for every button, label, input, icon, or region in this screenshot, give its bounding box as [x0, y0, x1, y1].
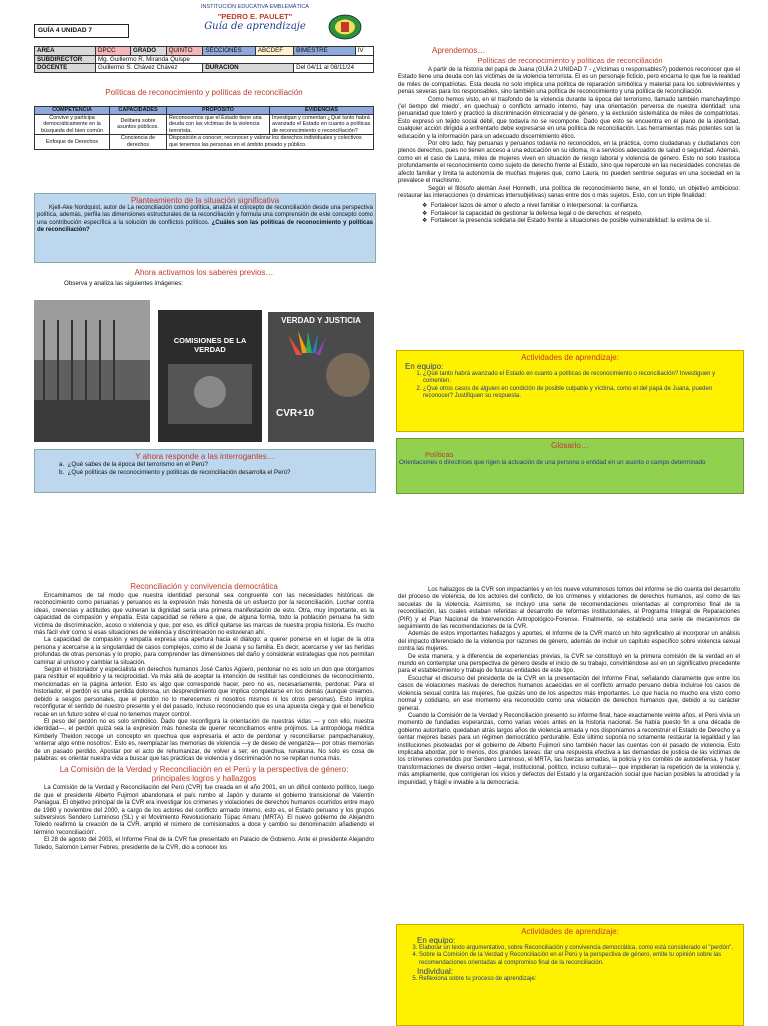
paragraph: La Comisión de la Verdad y Reconciliación del Perú (CVR) fue creada en el año 2001, en un difícil contexto político, luego de que el presidente Alberto Fujimori abandonara el país rumbo al Japón y durante el gobierno transicional de Valentín Paniagua. El objetivo principal de la CVR era investigar los crímenes y violaciones de derechos humanos ocurridos entre mayo de 1980 y noviembre del 2000, a cargo de los actores del conflicto armado interno, esto es, el Estado peruano y los grupos subversivos Sendero Luminoso (SL) y el Movimiento Revolucionario Túpac Amaru (MRTA). El nuevo gobierno de Alejandro Toledo reafirmó la creación de la CVR, amplió el número de comisionados a doce y cambió su denominación añadiendo el término 'reconciliación'. [34, 785, 374, 836]
school-name: "PEDRO E. PAULET" [217, 11, 293, 21]
col-header: EVIDENCIAS [270, 107, 374, 115]
planteamiento-text [37, 205, 373, 235]
activities-group-label: En equipo: [405, 362, 444, 371]
reconciliacion-body [34, 593, 374, 852]
area-value: DPCC [96, 47, 131, 56]
responde-item-a-text: ¿Qué sabes de la época del terrorismo en el Perú? [67, 461, 208, 468]
guide-title: Guía de aprendizaje [204, 20, 306, 32]
cvr-findings-body [398, 587, 740, 787]
saberes-text: Observa y analiza las siguientes imágenes: [64, 280, 184, 287]
activity-item: 3. Elaborar un texto argumentativo, sobre Reconciliación y convivencia democrática, como está considerado el "perdón". [419, 945, 741, 952]
col-header: CAPACIDADES [110, 107, 167, 115]
paragraph: El peso del perdón no es solo simbólico. Dado que reconfigura la orientación de nuestras vidas — y con ello, nuestra identidad—, el perdón quizá sea la expresión más honesta de querer reconciliarnos entre prójimos. La antropóloga médica Kimberly Theidon recoge un concepto en quechua que expresaría el acto de perdonar y reconciliarse: pampachanakuy, 'enterrar algo entre nosotros'. Esto es, reemplazar las memorias de violencia —y de deseo de venganza— por otras memorias de un pasado perdido. Apostar por el acto de rehumanizar, de volver a ser; en quechua, runakuna. No solo es cosa de palabras: es orientar nuestra vida a buscar que las prácticas de violencia y discriminación no se repitan nunca más. [34, 718, 374, 762]
guide-info-table [34, 46, 374, 73]
activity-item: 2. ¿Qué otros casos de alguien en condición de posible culpable y víctima, como el del papá de Juana, pueden reconocer? Justifiquen su respuesta. [423, 386, 741, 401]
paragraph: Según el historiador y especialista en derechos humanos José Carlos Agüero, perdonar no es solo un don que otorgamos para restituir el equilibrio y la reciprocidad. Va más allá de aceptar la intención de restituir las condiciones de reconocimiento, mencionadas en la página anterior. Esto es algo que corresponde hacer, pero no es, necesariamente, perdonar. Para el historiador, el perdón es una perdida dolorosa, un desprendimiento que implica completarse en los demás (aunque creamos, debido a sesgos personales, que el perdón no lo merecemos ni nosotros mismos ni los otros personas). Esto implica reconfigurar el sentido de nuestro presente y el del pasado, incluso reconociendo que es una apuesta ciega y que el beneficio recae en un futuro sobre el cual no tenemos mayor control. [34, 667, 374, 718]
glosario-box [396, 438, 744, 494]
individual-list [399, 976, 741, 983]
paragraph: Encaminamos de tal modo que nuestra identidad personal sea congruente con las necesidades históricas de reconocimiento como peruanas y peruanos es la expresión más honesta de un esfuerzo por la reconciliación. Luchar contra ideas, creencias y actitudes que vulneran la dignidad sería una primera manifestación de esto. Otra, muy importante, es la capacidad de compasión y empatía. Esta capacidad se refiere a que, de alguna forma, todo la población peruana ha sido víctima de discriminación, acoso o violencia y que, por eso, es difícil quitarse las marcas de nuestra propia historia. Es mucho más fácil vivir como si esas situaciones de violencia y discriminación no estuvieran ahí. [34, 593, 374, 637]
cvr-title: La Comisión de la Verdad y Reconciliación en el Perú y la perspectiva de género: principales logros y hallazgos [59, 765, 349, 784]
section-title: Políticas de reconocimiento y políticas de reconciliación [105, 88, 303, 97]
planteamiento-question: ¿Cuáles son las políticas de reconocimiento y políticas de reconciliación? [37, 219, 373, 234]
responde-item-a: a. ¿Qué sabes de la época del terrorismo en el Perú? [59, 461, 208, 468]
duracion-label: DURACION [203, 64, 294, 73]
planteamiento-body: Kjell-Ake Nordquist, autor de La reconciliación como política, analiza el concepto de reconciliación desde una perspectiva política, además, perfila las dimensiones estructurales de la reconciliación y formula una comprensión de este concepto como una contribución específica a la solución de conflictos políticos. [37, 205, 373, 226]
aprendemos-body [398, 67, 740, 226]
col-header: PROPÓSITO [167, 107, 270, 115]
activity-item: 1. ¿Qué tanto habrá avanzado el Estado en cuanto a políticas de reconocimiento o reconciliación? Investiguen y comenten. [423, 371, 741, 386]
activities-title: Actividades de aprendizaje: [521, 353, 619, 362]
paragraph: Escuchar el discurso del presidente de la CVR en la presentación del Informe Final, señalando claramente que entre los casos de violaciones masivas de derechos humanos acaecidas en el conflicto armado peruano debía incluirse los casos de violencia sexual contra las mujeres, fue quizás uno de los aspectos más importantes. Lo que hacía no mucho era visto como normal y cotidiano, en ese momento era reconocido como una violación de derechos humanos que, debido a su carácter general. [398, 675, 740, 712]
table-cell: Delibera sobre asuntos públicos. [110, 114, 167, 135]
activities-list [399, 945, 741, 967]
paragraph: El 28 de agosto del 2003, el Informe Final de la CVR fue presentado en Palacio de Gobierno. Ante el presidente Alejandro Toledo, Salomón Lerner Febres, presidente de la CVR, dio a conocer los [34, 837, 374, 851]
school-logo [327, 14, 363, 40]
list-item: ❖ Fortalecer la capacidad de gestionar la defensa legal o de derechos: el respeto. [422, 210, 643, 217]
aprendemos-subtitle: Políticas de reconocimiento y políticas de reconciliación [477, 56, 663, 65]
finality-list [398, 203, 740, 225]
paragraph: Además de estos importantes hallazgos y aportes, el Informe de la CVR marcó un hito significativo al incorporar un análisis del impacto diferenciado de la violencia por razones de género, además de incluir un capítulo específico sobre violencia sexual contra las mujeres. [398, 631, 740, 653]
list-item-text: Fortalecer la capacidad de gestionar la defensa legal o de derechos: el respeto. [430, 210, 643, 217]
photo-verdad-justicia [268, 312, 374, 442]
paragraph: De esta manera, y a diferencia de experiencias previas, la CVR se constituyó en la primera comisión de la verdad en el mundo en contemplar una perspectiva de género desde el inicio de su trabajo, convirtiéndose así en un significativo precedente para el establecimiento y trabajo de futuras entidades de este tipo. [398, 653, 740, 675]
activities-list [399, 371, 741, 401]
paragraph: Por otro lado, hay peruanas y peruanos todavía no reconocidos, en la práctica, como ciudadanas y ciudadanos con plenos derechos, pues no tienen acceso a una educación en su idioma, ni a servicios adecuados de salud o seguridad. Además, como en el caso de Laura, miles de mujeres viven en situación de riesgo laboral y violencia de género. Esto no solo trastoca profundamente el reconocimiento como sujeto de derecho frente al Estado, sino que repercute en las necesidades concretas de afecto familiar y limita la autonomía de muchas mujeres que, como Laura, no pueden sentirse seguras en una sociedad en la prevalece el machismo. [398, 141, 740, 185]
grado-value: QUINTO [166, 47, 203, 56]
grado-label: GRADO [131, 47, 167, 56]
paragraph: Como hemos visto, en el trasfondo de la violencia durante la época del terrorismo, llamado también manchaytimpo ('el tiempo del miedo', en quechua) o conflicto armado interno, hay una orientación perversa de nuestra identidad: una peruanidad que toleró y practicó la discriminación étnicoracial y de género, y la exclusión sistemática de miles de compatriotas. Esto expresó un tejido social débil, que todavía no se recompone. Dado que esto se encuentra en el plano de la identidad, cualquier acción dirigida a enfrentarlo debe expresarse en una política de reconciliación. Las herramientas más potentes son la educación y la información para un adecuado discernimiento ético. [398, 96, 740, 140]
paragraph: Cuando la Comisión de la Verdad y Reconciliación presentó su informe final, hace exactamente veinte años, el Perú vivía un momento de fundadas esperanzas, como varias veces antes en la historia nacional. Se había puesto fin a una década de gobierno autoritario, quedaban atrás largos años de violencia armada y nos disponíamos a reconstruir el Estado de Derecho y a sentar mejores bases para un régimen democrático perdurable. Este último suponía no solamente restaurar la legalidad y las instituciones pisoteadas por el gobierno de Alberto Fujimori sino también hacer las cuentas con el pasado de violencia. Esto implicaba abordar, por lo menos, dos grandes tareas: dar una respuesta efectiva a las demandas de justicia de las víctimas de los crímenes cometidos por Sendero Luminoso, el MRTA, las fuerzas armadas, la policía y los comités de autodefensa, y hacer transformaciones de diverso orden –legal, institucional, político, incluso cultural— que impidieran la repetición de la violencia y, más ampliamente, que corrigieran los vicios y defectos del Estado y la organización social que hacían posibles la atrocidad y la impunidad, y frágil e inviable a la democracia. [398, 712, 740, 786]
guide-label: GUÍA 4 UNIDAD 7 [34, 24, 129, 38]
table-cell: Disposición a conocer, reconocer y valorar los derechos individuales y colectivos que tenemos las personas en el ámbito privado y público. [167, 135, 374, 149]
photo-verdad-title: VERDAD Y JUSTICIA [281, 316, 361, 325]
paragraph: La capacidad de compasión y empatía expresa una apertura hacia el diálogo: a querer ponerse en el lugar de la otra persona y acercarse a la singularidad de casos complejos, como el de Juana y su familia. Es decir, acercarse y ver las heridas profundas de otras personas y lo propio, para comprender las dimensiones del daño y considerar estrategias que nos permitan caminar al unísono y cambiar la situación. [34, 637, 374, 666]
secciones-label: SECCIONES [203, 47, 256, 56]
docente-value: Guillermo S. Chávez Chávez [96, 64, 203, 73]
reconciliacion-title: Reconciliación y convivencia democrática [130, 582, 278, 591]
responde-box [34, 449, 376, 493]
table-cell: Enfoque de Derechos [35, 135, 110, 149]
col-header: COMPETENCIA [35, 107, 110, 115]
list-item: ❖ Fortalecer la presencia solidaria del Estado frente a situaciones de posible vulnerabilidad: la estima de sí. [422, 218, 711, 225]
table-cell: Convive y participa democráticamente en la búsqueda del bien común [35, 114, 110, 135]
table-cell: Conciencia de derechos [110, 135, 167, 149]
list-item: ❖ Fortalecer lazos de amor o afecto a nivel familiar o interpersonal: la confianza. [422, 203, 639, 210]
secciones-value: ABCDEF [255, 47, 293, 56]
activities-box-1 [396, 350, 744, 432]
area-label: AREA [35, 47, 96, 56]
responde-item-b-text: ¿Qué políticas de reconocimiento y políticas de reconciliación desarrolla el Perú? [67, 468, 291, 476]
activities-title: Actividades de aprendizaje: [521, 927, 619, 936]
activity-item: 4. Sobre la Comisión de la Verdad y Reconciliación en el Perú y la perspectiva de género, emite tu opinión sobre las recomendaciones orientadas al compromiso final de la reconciliación. [419, 952, 741, 967]
planteamiento-box [34, 193, 376, 263]
institution-name: INSTITUCIÓN EDUCATIVA EMBLEMÁTICA [201, 4, 309, 10]
photo-commissions-caption: COMISIONES DE LA VERDAD [173, 336, 247, 354]
subdirector-value: Mg. Guillermo R. Miranda Quispe [96, 55, 374, 64]
planteamiento-title: Planteamiento de la situación significativa [130, 196, 280, 205]
saberes-title: Ahora activamos los saberes previos… [134, 268, 274, 277]
table-cell: Reconocemos que el Estado tiene una deuda con las víctimas de la violencia terrorista. [167, 114, 270, 135]
docente-label: DOCENTE [35, 64, 96, 73]
photo-commissions [158, 310, 262, 442]
activity-item: 5. Reflexiona sobre tu proceso de aprendizaje: [419, 976, 741, 983]
list-item-text: Fortalecer lazos de amor o afecto a nivel familiar o interpersonal: la confianza. [430, 203, 639, 210]
photo-prison [34, 300, 150, 442]
activities-group-label: En equipo: [417, 936, 456, 945]
glosario-definition: Orientaciones o directrices que rigen la actuación de una persona o entidad en un asunto o campo determinado [399, 459, 706, 466]
list-item-text: Fortalecer la presencia solidaria del Estado frente a situaciones de posible vulnerabilidad: la estima de sí. [430, 218, 711, 225]
glosario-title: Glosario… [551, 441, 589, 450]
paragraph: Los hallazgos de la CVR son impactantes y en los nueve voluminosos tomos del informe se dio cuenta del desarrollo del proceso de violencia, de los actores del conflicto, de los crímenes y violaciones de derechos humanos, así como de las secuelas de la violencia. Asimismo, se incluyó una serie de recomendaciones orientadas al compromiso final de la reconciliación, las cuales estaban referidas al desarrollo de reformas institucionales, al Programa Integral de Reparaciones (PIR) y el Plan Nacional de Intervención Antropológico-Forense. Finalmente, se estableció una serie de mecanismos de seguimiento de las recomendaciones de la CVR. [398, 587, 740, 631]
responde-item-b: b. ¿Qué políticas de reconocimiento y políticas de reconciliación desarrolla el Perú? [59, 468, 291, 476]
bimestre-value: IV [355, 47, 373, 56]
activities-box-2 [396, 924, 744, 1026]
table-cell: Investigan y comentan ¿Qué tanto habrá avanzado el Estado en cuanto a políticas de reconocimiento o reconciliación? [270, 114, 374, 135]
responde-title: Y ahora responde a las interrogantes… [135, 452, 275, 461]
aprendemos-title: Aprendemos… [432, 46, 486, 55]
glosario-term: Políticas [425, 450, 454, 459]
photo-cvr-caption: CVR+10 [276, 408, 315, 419]
competency-table [34, 106, 374, 150]
bimestre-label: BIMESTRE [294, 47, 356, 56]
paragraph: A partir de la historia del papá de Juana (GUÍA 2 UNIDAD 7 - ¿Víctimas o responsables?) podemos reconocer que el Estado tiene una deuda con las víctimas de la violencia terrorista. El es un personaje ficticio, pero encarna lo que fue la realidad de miles de compatriotas. Esta deuda no solo implica una política de reparación simbólica y material para los sobrevivientes y penas severas para los responsables, sino también una política de reconocimiento y una política de reconciliación. [398, 67, 740, 96]
individual-label: Individual: [417, 967, 454, 977]
paragraph: Según el filósofo alemán Axel Honneth, una política de reconocimiento tiene, en el fondo, un objetivo ambicioso: restaurar las interacciones (o dinámicas intersubjetivas) sanas entre dos o más sujetos. Esto, con un triple finalidad: [398, 185, 740, 199]
subdirector-label: SUBDIRECTOR [35, 55, 96, 64]
duracion-value: Del 04/11 al 08/11/24 [294, 64, 374, 73]
